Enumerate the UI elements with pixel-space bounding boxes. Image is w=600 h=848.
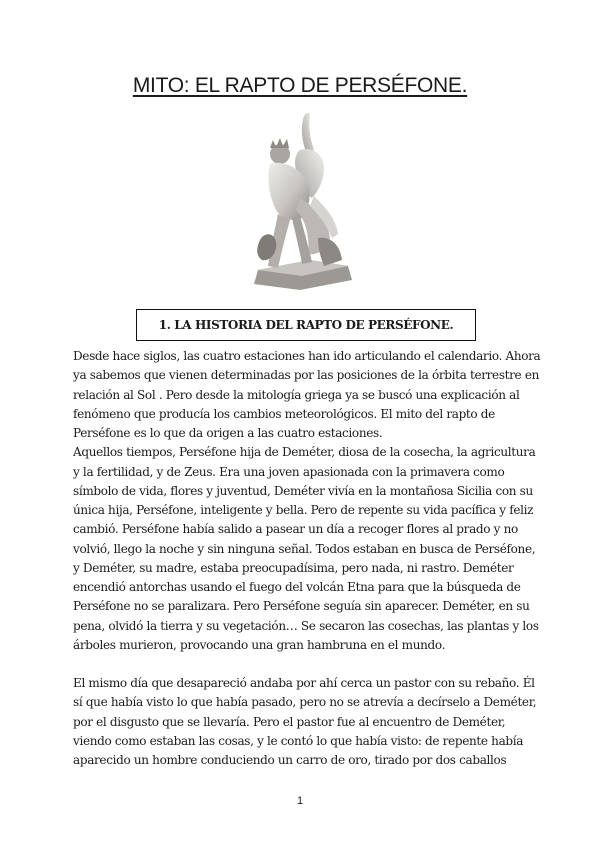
paragraph-1-line: Desde hace siglos, las cuatro estaciones han ido articulando el calendario. Ahora [73, 349, 541, 363]
document-title: MITO: EL RAPTO DE PERSÉFONE. [132, 74, 468, 97]
paragraph-1-line: fenómeno que producía los cambios meteorológicos. El mito del rapto de [73, 406, 495, 421]
paragraph-spacer [73, 655, 535, 674]
paragraph-3-line: El mismo día que desapareció andaba por ahí cerca un pastor con su rebaño. Él [73, 676, 535, 690]
paragraph-2-line: Aquellos tiempos, Perséfone hija de Deméter, diosa de la cosecha, la agricultura [73, 445, 536, 460]
paragraph-2-line: y la fertilidad, y de Zeus. Era una joven apasionada con la primavera como [73, 464, 505, 479]
paragraph-2-line: cambió. Perséfone había salido a pasear un día a recoger flores al prado y no [73, 522, 518, 537]
paragraph-2-line: encendió antorchas usando el fuego del volcán Etna para que la búsqueda de [73, 580, 521, 594]
paragraph-3-line: por el disgusto que se llevaría. Pero el pastor fue al encuentro de Deméter, [73, 714, 506, 729]
paragraph-2-line: árboles murieron, provocando una gran hambruna en el mundo. [73, 637, 446, 652]
paragraph-2-line: única hija, Perséfone, inteligente y bella. Pero de repente su vida pacífica y feliz [73, 503, 534, 517]
paragraph-3-line: aparecido un hombre conduciendo un carro de oro, tirado por dos caballos [73, 753, 507, 767]
section-heading: 1. LA HISTORIA DEL RAPTO DE PERSÉFONE. [158, 318, 454, 332]
paragraph-1-line: relación al Sol . Pero desde la mitología griega ya se buscó una explicación al [73, 387, 520, 402]
paragraph-1-line: ya sabemos que vienen determinadas por las posiciones de la órbita terrestre en [73, 368, 540, 383]
paragraph-2-line: pena, olvidó la tierra y su vegetación… Se secaron las cosechas, las plantas y los [73, 618, 539, 633]
paragraph-2-line: volvió, llego la noche y sin ninguna señal. Todos estaban en busca de Perséfone, [73, 541, 536, 556]
section-heading-box [136, 309, 476, 341]
paragraph-2-line: y Deméter, su madre, estaba preocupadísima, pero nada, ni rastro. Deméter [73, 560, 514, 575]
document-body [73, 347, 541, 770]
paragraph-3-line: viendo como estaban las cosas, y le contó lo que había visto: de repente había [73, 733, 524, 748]
statue-image [240, 110, 364, 292]
paragraph-2-line: símbolo de vida, flores y juventud, Deméter vivía en la montañosa Sicilia con su [73, 483, 533, 498]
paragraph-1-line: Perséfone es lo que da origen a las cuatro estaciones. [73, 426, 383, 440]
paragraph-3-line: sí que había visto lo que había pasado, pero no se atrevía a decírselo a Deméter, [73, 695, 537, 710]
paragraph-2-line: Perséfone no se paralizara. Pero Perséfone seguía sin aparecer. Deméter, en su [73, 599, 530, 614]
page-number: 1 [296, 795, 304, 807]
